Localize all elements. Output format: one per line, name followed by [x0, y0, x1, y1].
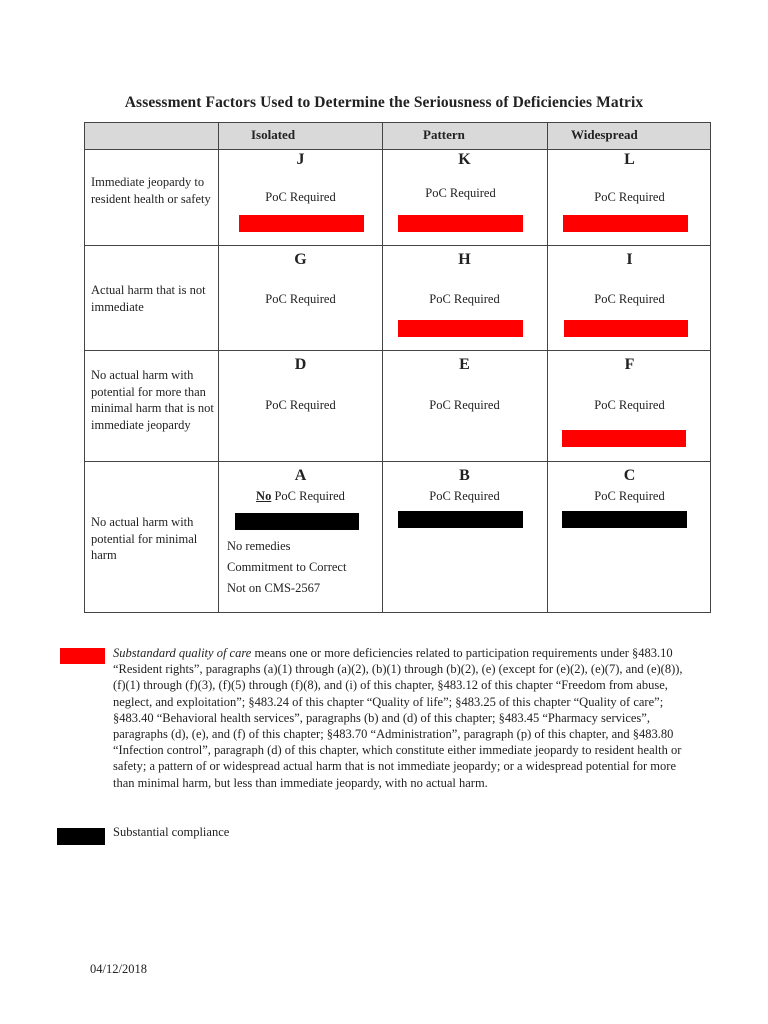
grid-line: [85, 245, 710, 246]
matrix-title: Assessment Factors Used to Determine the Seriousness of Deficiencies Matrix: [124, 94, 644, 111]
cell-text-j: PoC Required: [265, 190, 336, 204]
legend-substandard-text: [113, 645, 683, 791]
cell-text-k: PoC Required: [425, 186, 496, 200]
column-header-pattern: Pattern: [423, 127, 465, 142]
legend-red-swatch: [60, 648, 105, 664]
cell-letter-k: K: [458, 151, 471, 168]
substandard-care-bar: [562, 430, 686, 447]
substandard-care-bar: [398, 320, 523, 337]
legend-definition: means one or more deficiencies related to participation requirements under §483.10 “Resident rights”, paragraphs (a)(1) through (a)(2), (b)(1) through (b)(2), (e) (except for (e)(2), (e)(7), and (e)(8)), (f)(1) through (f)(3), (f)(5) through (f)(8), and (i) of this chapter, §483.12 of this chapter “Freedom from abuse, neglect, and exploitation”; §483.24 of this chapter “Quality of life”; §483.25 of this chapter “Quality of care”; §483.40 “Behavioral health services”, paragraphs (b) and (d) of this chapter; §483.45 “Pharmacy services”, paragraphs (d), (e), and (f) of this chapter; §483.70 “Administration”, paragraph (p) of this chapter, and §483.80 “Infection control”, paragraph (d) of this chapter, which constitute either immediate jeopardy to resident health or safety; a pattern of or widespread actual harm that is not immediate jeopardy; or a widespread potential for more than minimal harm, but less than immediate jeopardy, with no actual harm.: [113, 646, 683, 790]
row-label-potential-more-than-minimal: No actual harm with potential for more than minimal harm that is not immediate jeopardy: [91, 368, 214, 432]
legend-compliance-text: Substantial compliance: [113, 825, 230, 839]
note-commitment: Commitment to Correct: [227, 560, 347, 574]
deficiency-matrix: [84, 122, 711, 613]
row-label-immediate-jeopardy: Immediate jeopardy to resident health or safety: [91, 175, 211, 206]
grid-line: [85, 461, 710, 462]
cell-letter-a: A: [294, 467, 307, 484]
legend-term: Substandard quality of care: [113, 646, 252, 660]
column-header-widespread: Widespread: [571, 127, 638, 142]
legend-black-swatch: [57, 828, 105, 845]
substantial-compliance-bar: [562, 511, 687, 528]
note-not-on-cms: Not on CMS-2567: [227, 581, 321, 595]
cell-letter-j: J: [296, 151, 305, 168]
cell-text-a: [219, 489, 382, 504]
cell-letter-g: G: [294, 251, 307, 268]
cell-text-b: PoC Required: [429, 489, 500, 503]
substandard-care-bar: [239, 215, 364, 232]
row-label-actual-harm: Actual harm that is not immediate: [91, 283, 206, 314]
cell-letter-c: C: [623, 467, 636, 484]
cell-letter-i: I: [626, 251, 633, 268]
note-no-remedies: No remedies: [227, 539, 291, 553]
substantial-compliance-bar: [235, 513, 359, 530]
cell-letter-b: B: [459, 467, 470, 484]
cell-text-c: PoC Required: [594, 489, 665, 503]
substandard-care-bar: [564, 320, 688, 337]
cell-letter-h: H: [458, 251, 471, 268]
substandard-care-bar: [563, 215, 688, 232]
row-label-potential-minimal: No actual harm with potential for minimal harm: [91, 515, 198, 562]
cell-text-l: PoC Required: [594, 190, 665, 204]
substantial-compliance-bar: [398, 511, 523, 528]
cell-text-d: PoC Required: [265, 398, 336, 412]
no-prefix: No: [256, 489, 272, 503]
cell-text-f: PoC Required: [594, 398, 665, 412]
cell-text-g: PoC Required: [265, 292, 336, 306]
cell-letter-e: E: [459, 356, 470, 373]
footer-date: 04/12/2018: [90, 962, 147, 976]
cell-text-i: PoC Required: [594, 292, 665, 306]
cell-text-e: PoC Required: [429, 398, 500, 412]
column-header-isolated: Isolated: [251, 127, 296, 142]
cell-letter-l: L: [624, 151, 635, 168]
substandard-care-bar: [398, 215, 523, 232]
cell-letter-d: D: [294, 356, 307, 373]
poc-text: PoC Required: [274, 489, 345, 503]
grid-line: [85, 149, 710, 150]
cell-text-h: PoC Required: [429, 292, 500, 306]
cell-letter-f: F: [624, 356, 635, 373]
grid-line: [85, 350, 710, 351]
